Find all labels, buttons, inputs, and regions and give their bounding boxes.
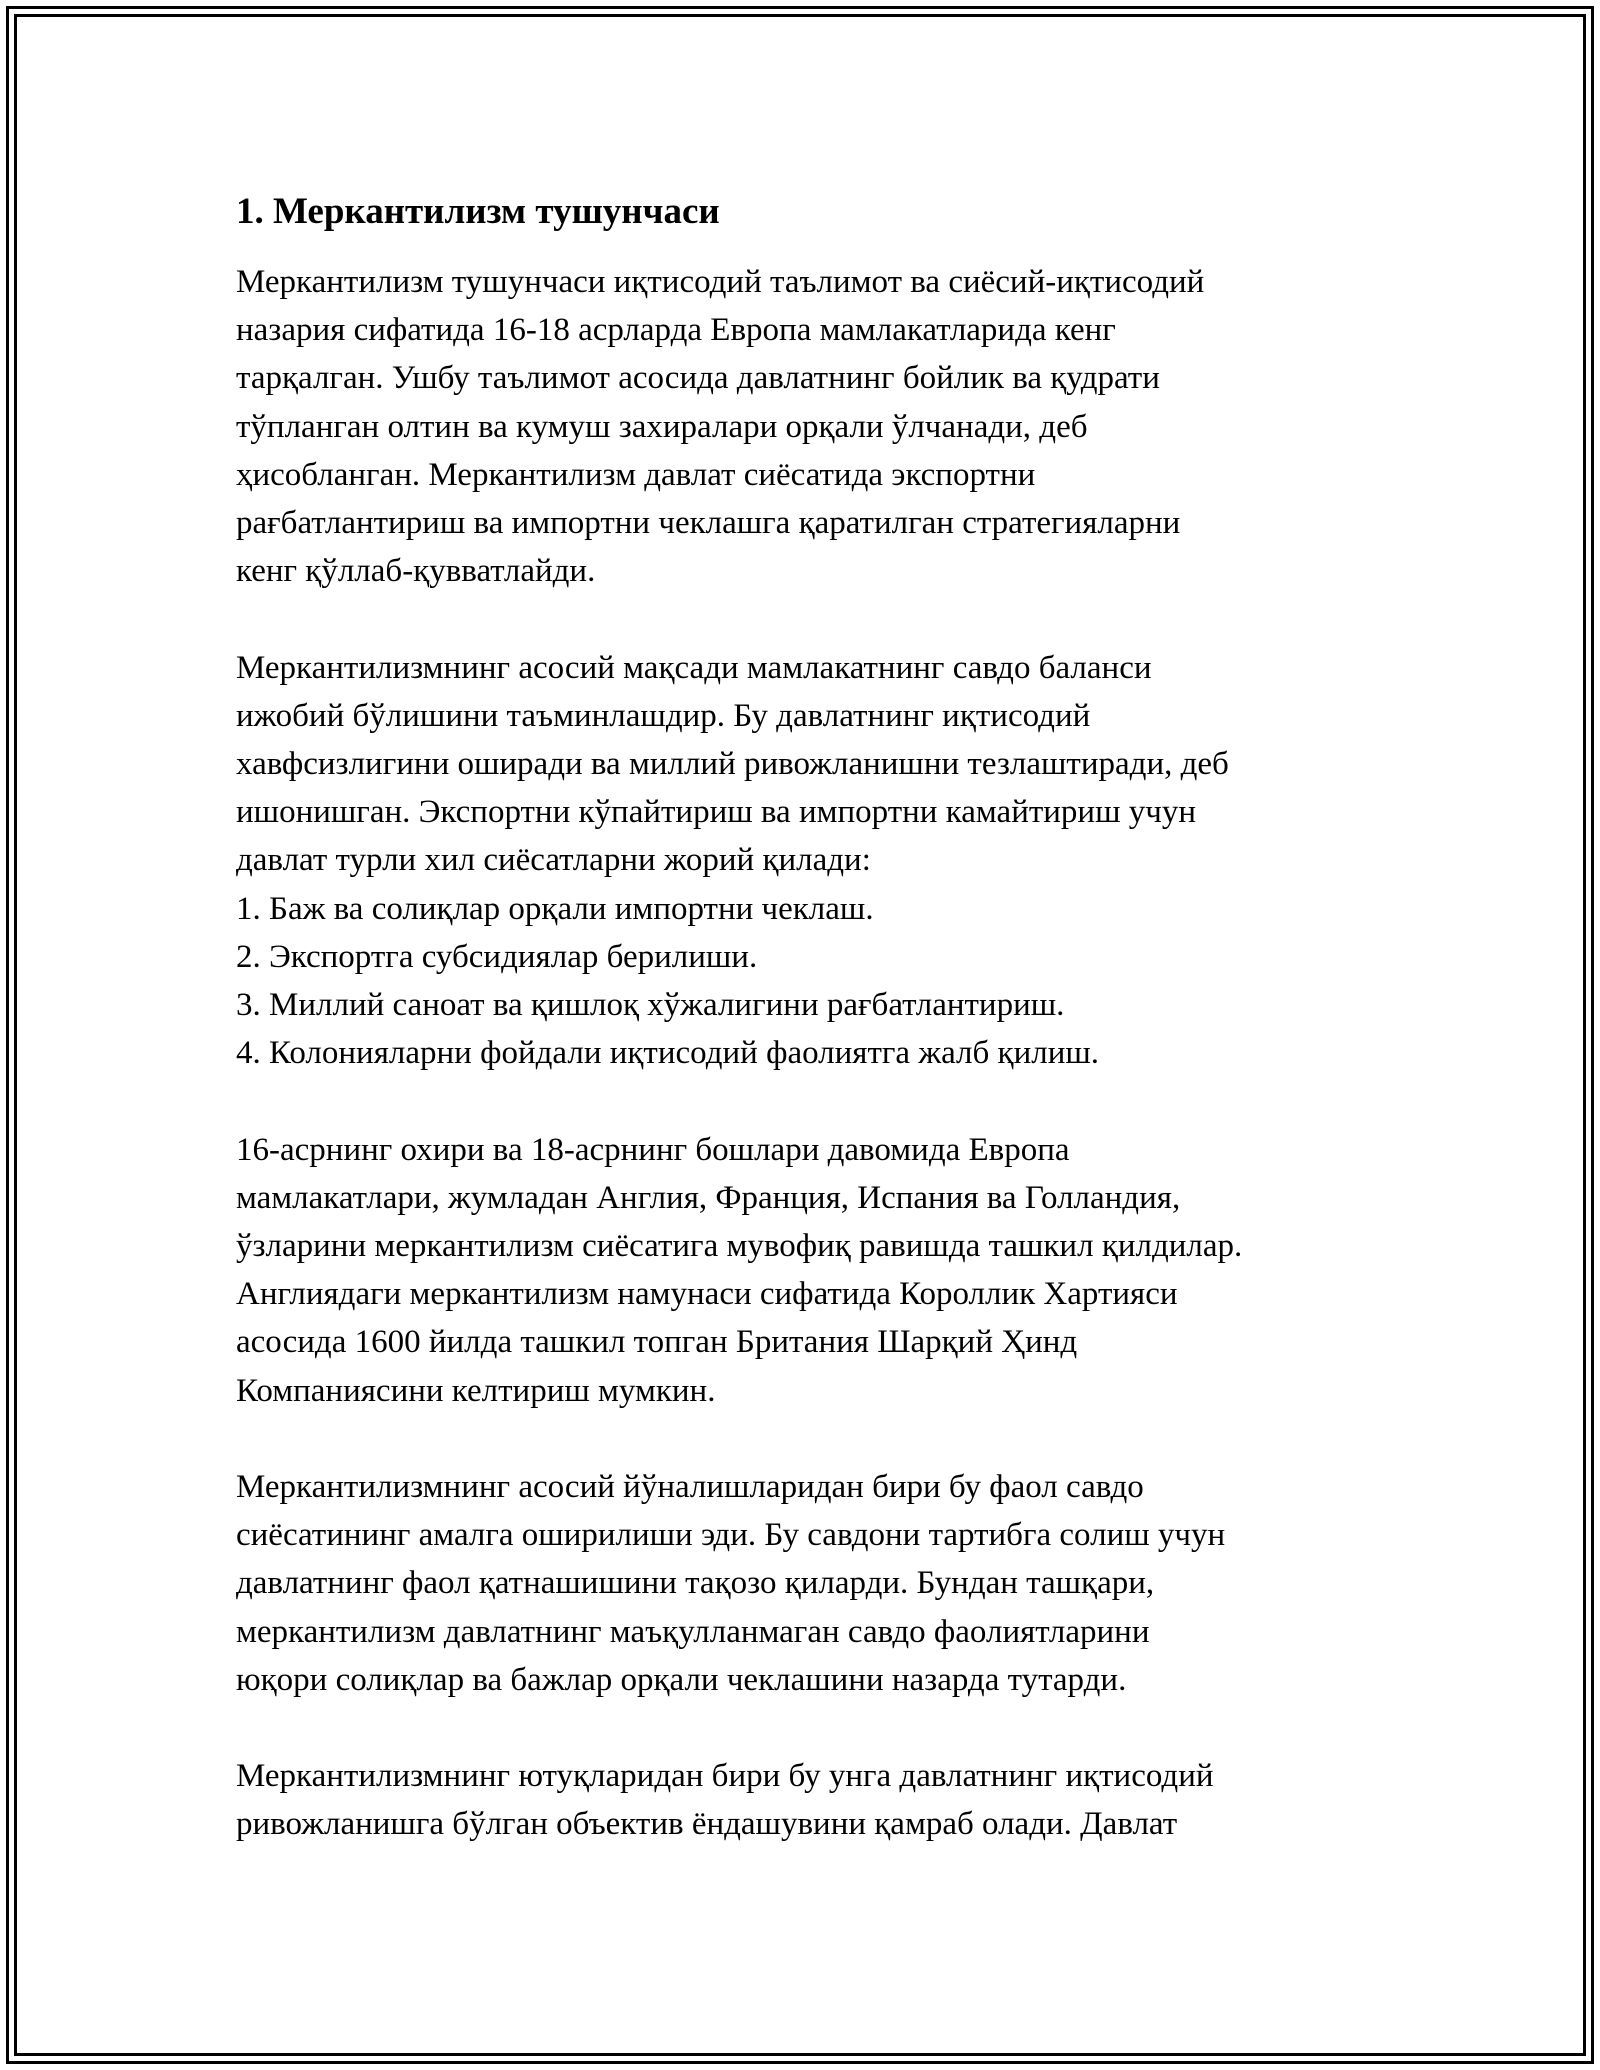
paragraph-4 — [236, 1463, 1386, 1704]
text-line: тўпланган олтин ва кумуш захиралари орқали ўлчанади, деб — [236, 408, 1088, 445]
text-line: давлат турли хил сиёсатларни жорий қилади: — [236, 842, 871, 879]
paragraph-5 — [236, 1752, 1386, 1848]
text-line: сиёсатининг амалга оширилиши эди. Бу савдони тартибга солиш учун — [236, 1517, 1226, 1554]
text-line: рағбатлантириш ва импортни чеклашга қаратилган стратегияларни — [236, 505, 1181, 542]
text-line: хавфсизлигини оширади ва миллий ривожланишни тезлаштиради, деб — [236, 746, 1229, 783]
text-line: Меркантилизмнинг ютуқларидан бири бу унга давлатнинг иқтисодий — [236, 1758, 1214, 1795]
text-line: ишонишган. Экспортни кўпайтириш ва импортни камайтириш учун — [236, 794, 1197, 831]
text-line: мамлакатлари, жумладан Англия, Франция, Испания ва Голландия, — [236, 1179, 1181, 1216]
paragraph-3 — [236, 1126, 1386, 1415]
text-line: юқори солиқлар ва бажлар орқали чеклашини назарда тутарди. — [236, 1661, 1127, 1698]
text-line: Англиядаги меркантилизм намунаси сифатида Короллик Хартияси — [236, 1276, 1178, 1313]
text-line: ўзларини меркантилизм сиёсатига мувофиқ равишда ташкил қилдилар. — [236, 1228, 1243, 1265]
text-line: кенг қўллаб-қувватлайди. — [236, 553, 596, 590]
list-item: 3. Миллий саноат ва қишлоқ хўжалигини рағбатлантириш. — [236, 987, 1065, 1024]
text-line: Меркантилизм тушунчаси иқтисодий таълимот ва сиёсий-иқтисодий — [236, 264, 1205, 300]
text-line: давлатнинг фаол қатнашишини тақозо қиларди. Бундан ташқари, — [236, 1565, 1155, 1602]
text-line: Компаниясини келтириш мумкин. — [236, 1372, 716, 1409]
text-line: асосида 1600 йилда ташкил топган Британия Шарқий Ҳинд — [236, 1324, 1078, 1361]
text-line: Меркантилизмнинг асосий йўналишларидан бири бу фаол савдо — [236, 1469, 1144, 1506]
section-heading: 1. Меркантилизм тушунчаси — [236, 191, 720, 232]
list-item: 2. Экспортга субсидиялар берилиши. — [236, 938, 758, 975]
paragraph-2 — [236, 644, 1386, 1078]
text-line: меркантилизм давлатнинг маъқулланмаган савдо фаолиятларини — [236, 1613, 1150, 1650]
document-body — [236, 186, 1386, 1897]
text-line: назария сифатида 16-18 асрларда Европа мамлакатларида кенг — [236, 312, 1116, 349]
text-line: ривожланишга бўлган объектив ёндашувини қамраб олади. Давлат — [236, 1806, 1178, 1843]
text-line: ҳисобланган. Меркантилизм давлат сиёсатида экспортни — [236, 456, 1036, 493]
list-item: 4. Колонияларни фойдали иқтисодий фаолиятга жалб қилиш. — [236, 1035, 1100, 1072]
text-line: Меркантилизмнинг асосий мақсади мамлакатнинг савдо баланси — [236, 649, 1152, 686]
paragraph-1 — [236, 258, 1386, 595]
list-item: 1. Баж ва солиқлар орқали импортни чеклаш. — [236, 890, 874, 927]
text-line: тарқалган. Ушбу таълимот асосида давлатнинг бойлик ва қудрати — [236, 360, 1160, 397]
text-line: ижобий бўлишини таъминлашдир. Бу давлатнинг иқтисодий — [236, 697, 1091, 734]
text-line: 16-асрнинг охири ва 18-асрнинг бошлари давомида Европа — [236, 1131, 1070, 1168]
